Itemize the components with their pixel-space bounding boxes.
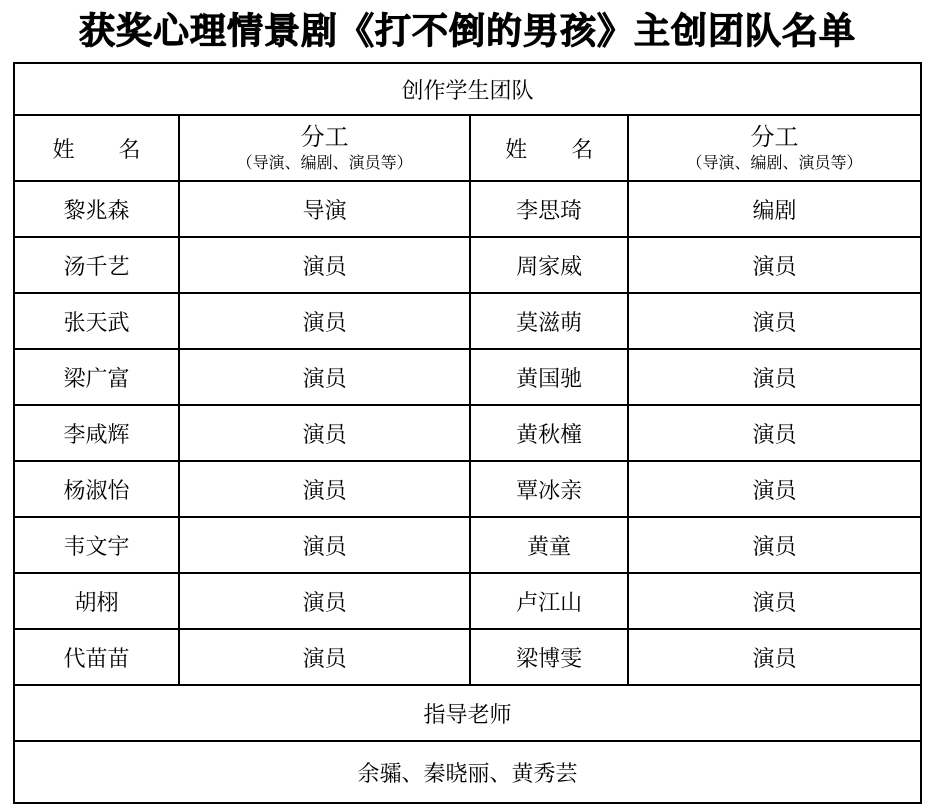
student-role-cell: 演员	[628, 349, 921, 405]
student-name-cell: 覃冰亲	[470, 461, 628, 517]
table-row	[14, 629, 921, 685]
student-name-cell: 黄国驰	[470, 349, 628, 405]
table-row	[14, 349, 921, 405]
student-name-cell: 梁广富	[14, 349, 179, 405]
student-name-cell: 代苗苗	[14, 629, 179, 685]
student-role-cell: 演员	[628, 573, 921, 629]
table-row	[14, 181, 921, 237]
column-header-role-right	[628, 115, 921, 181]
student-name-cell: 莫滋萌	[470, 293, 628, 349]
role-header-label: 分工	[300, 123, 349, 151]
student-role-cell: 演员	[179, 237, 470, 293]
student-role-cell: 演员	[628, 461, 921, 517]
role-header-sublabel: （导演、编剧、演员等）	[236, 153, 413, 172]
table-row	[14, 517, 921, 573]
student-name-cell: 胡栩	[14, 573, 179, 629]
column-header-name-right: 姓 名	[470, 115, 628, 181]
role-header-sublabel: （导演、编剧、演员等）	[686, 153, 863, 172]
student-name-cell: 黄秋橦	[470, 405, 628, 461]
student-role-cell: 演员	[179, 573, 470, 629]
student-role-cell: 演员	[179, 405, 470, 461]
table-row	[14, 405, 921, 461]
advisor-header: 指导老师	[14, 685, 921, 741]
role-header-label: 分工	[750, 123, 799, 151]
advisor-header-row	[14, 685, 921, 741]
student-role-cell: 演员	[179, 629, 470, 685]
group-header: 创作学生团队	[14, 63, 921, 115]
table-row	[14, 293, 921, 349]
student-name-cell: 韦文宇	[14, 517, 179, 573]
advisor-names-row	[14, 741, 921, 803]
student-name-cell: 杨淑怡	[14, 461, 179, 517]
team-table	[13, 62, 922, 804]
student-name-cell: 卢江山	[470, 573, 628, 629]
table-row	[14, 237, 921, 293]
student-name-cell: 张天武	[14, 293, 179, 349]
student-role-cell: 演员	[179, 517, 470, 573]
student-name-cell: 周家威	[470, 237, 628, 293]
student-role-cell: 演员	[179, 461, 470, 517]
student-name-cell: 李咸辉	[14, 405, 179, 461]
student-role-cell: 演员	[628, 629, 921, 685]
student-name-cell: 黎兆森	[14, 181, 179, 237]
page-title: 获奖心理情景剧《打不倒的男孩》主创团队名单	[78, 11, 856, 52]
table-row	[14, 573, 921, 629]
student-name-cell: 汤千艺	[14, 237, 179, 293]
column-header-row	[14, 115, 921, 181]
advisor-names: 余骦、秦晓丽、黄秀芸	[14, 741, 921, 803]
column-header-name-left: 姓 名	[14, 115, 179, 181]
student-role-cell: 演员	[628, 517, 921, 573]
column-header-role-left	[179, 115, 470, 181]
student-role-cell: 演员	[628, 237, 921, 293]
student-role-cell: 演员	[628, 405, 921, 461]
student-role-cell: 演员	[628, 293, 921, 349]
student-role-cell: 演员	[179, 293, 470, 349]
student-role-cell: 导演	[179, 181, 470, 237]
student-name-cell: 黄童	[470, 517, 628, 573]
group-header-row	[14, 63, 921, 115]
student-role-cell: 演员	[179, 349, 470, 405]
table-row	[14, 461, 921, 517]
student-name-cell: 李思琦	[470, 181, 628, 237]
student-name-cell: 梁博雯	[470, 629, 628, 685]
student-role-cell: 编剧	[628, 181, 921, 237]
